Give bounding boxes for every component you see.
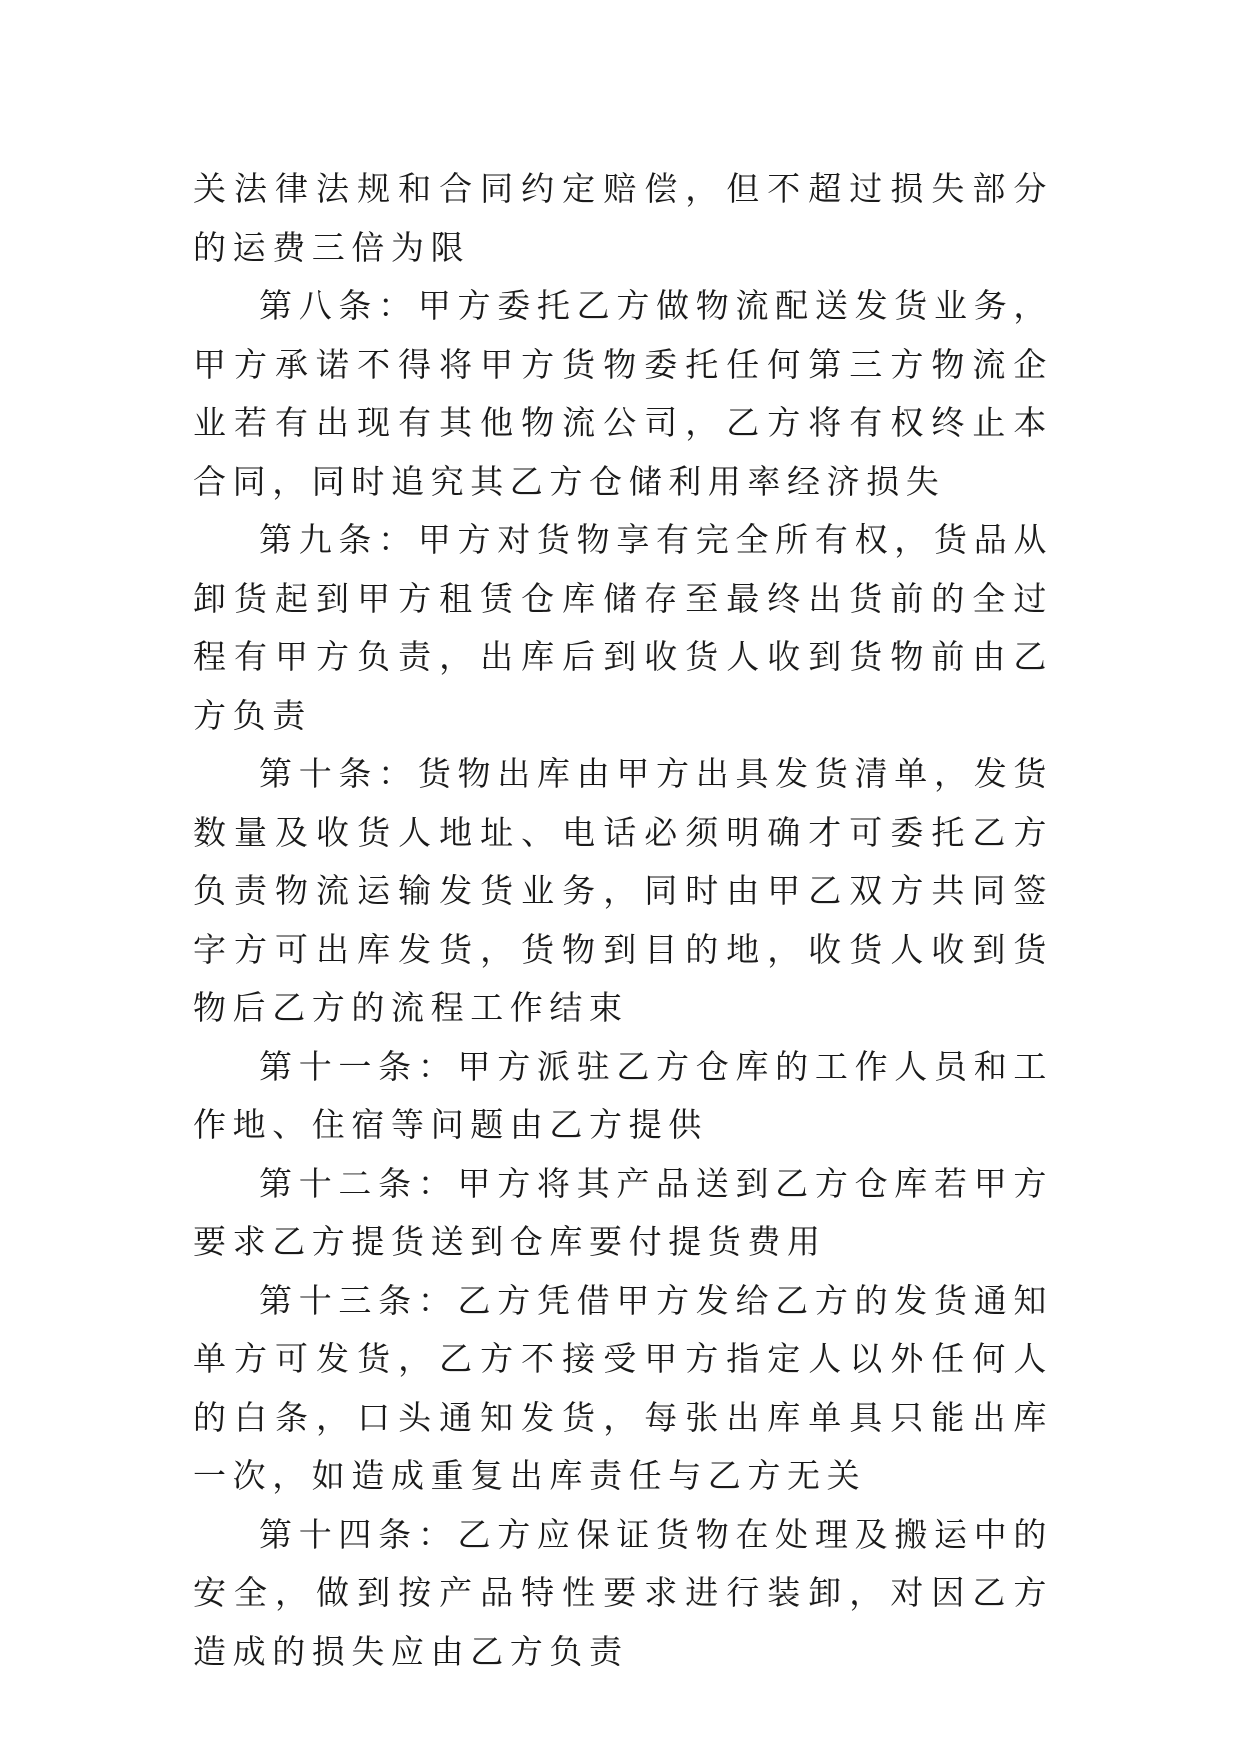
paragraph-article-13: 第十三条：乙方凭借甲方发给乙方的发货通知单方可发货，乙方不接受甲方指定人以外任何人的白条，口头通知发货，每张出库单具只能出库一次，如造成重复出库责任与乙方无关: [193, 1280, 1053, 1495]
contract-body: [193, 160, 1053, 1681]
paragraph-article-12: 第十二条：甲方将其产品送到乙方仓库若甲方要求乙方提货送到仓库要付提货费用: [193, 1163, 1053, 1261]
paragraph-article-8: 第八条：甲方委托乙方做物流配送发货业务，甲方承诺不得将甲方货物委托任何第三方物流企业若有出现有其他物流公司，乙方将有权终止本合同，同时追究其乙方仓储利用率经济损失: [193, 286, 1053, 501]
paragraph-article-14: 第十四条：乙方应保证货物在处理及搬运中的安全，做到按产品特性要求进行装卸，对因乙方造成的损失应由乙方负责: [193, 1514, 1053, 1671]
paragraph-continuation: 关法律法规和合同约定赔偿，但不超过损失部分的运费三倍为限: [193, 169, 1053, 267]
paragraph-article-9: 第九条：甲方对货物享有完全所有权，货品从卸货起到甲方租赁仓库储存至最终出货前的全过程有甲方负责，出库后到收货人收到货物前由乙方负责: [193, 520, 1053, 735]
paragraph-article-11: 第十一条：甲方派驻乙方仓库的工作人员和工作地、住宿等问题由乙方提供: [193, 1046, 1053, 1144]
paragraph-article-10: 第十条：货物出库由甲方出具发货清单，发货数量及收货人地址、电话必须明确才可委托乙方负责物流运输发货业务，同时由甲乙双方共同签字方可出库发货，货物到目的地，收货人收到货物后乙方的流程工作结束: [193, 754, 1053, 1027]
